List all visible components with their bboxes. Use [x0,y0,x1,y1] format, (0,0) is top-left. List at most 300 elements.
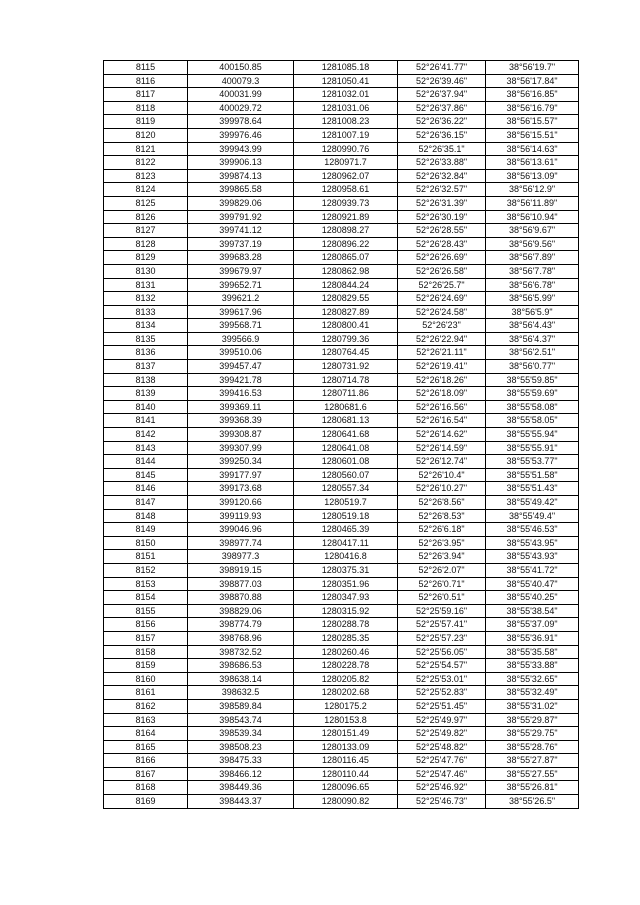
latitude-cell: 52°25'59.16" [398,604,486,618]
x-coordinate-cell: 399978.64 [188,115,294,129]
latitude-cell: 52°26'19.41" [398,360,486,374]
x-coordinate-cell: 399120.66 [188,496,294,510]
y-coordinate-cell: 1280315.92 [294,604,398,618]
longitude-cell: 38°55'32.65" [486,672,579,686]
table-row [104,577,579,591]
table-row [104,74,579,88]
point-number-cell: 8164 [104,727,188,741]
point-number-cell: 8121 [104,142,188,156]
table-row [104,142,579,156]
longitude-cell: 38°55'31.02" [486,699,579,713]
x-coordinate-cell: 398732.52 [188,645,294,659]
table-row [104,672,579,686]
table-row [104,536,579,550]
x-coordinate-cell: 398475.33 [188,754,294,768]
table-row [104,319,579,333]
longitude-cell: 38°56'4.43" [486,319,579,333]
y-coordinate-cell: 1280844.24 [294,278,398,292]
latitude-cell: 52°26'28.43" [398,237,486,251]
table-row [104,645,579,659]
x-coordinate-cell: 398539.34 [188,727,294,741]
x-coordinate-cell: 399250.34 [188,455,294,469]
latitude-cell: 52°26'8.56" [398,496,486,510]
table-row [104,618,579,632]
latitude-cell: 52°25'47.76" [398,754,486,768]
x-coordinate-cell: 399416.53 [188,387,294,401]
point-number-cell: 8150 [104,536,188,550]
latitude-cell: 52°26'28.55" [398,224,486,238]
x-coordinate-cell: 398686.53 [188,659,294,673]
latitude-cell: 52°25'53.01" [398,672,486,686]
table-row [104,128,579,142]
x-coordinate-cell: 399173.68 [188,482,294,496]
table-row [104,360,579,374]
x-coordinate-cell: 398443.37 [188,795,294,809]
y-coordinate-cell: 1280764.45 [294,346,398,360]
y-coordinate-cell: 1280971.7 [294,156,398,170]
x-coordinate-cell: 399308.87 [188,428,294,442]
longitude-cell: 38°56'15.51" [486,128,579,142]
point-number-cell: 8129 [104,251,188,265]
point-number-cell: 8143 [104,441,188,455]
y-coordinate-cell: 1280714.78 [294,373,398,387]
latitude-cell: 52°26'16.54" [398,414,486,428]
longitude-cell: 38°55'59.69" [486,387,579,401]
x-coordinate-cell: 398977.74 [188,536,294,550]
table-row [104,740,579,754]
coordinates-table [103,60,579,809]
longitude-cell: 38°55'55.94" [486,428,579,442]
latitude-cell: 52°25'56.05" [398,645,486,659]
point-number-cell: 8126 [104,210,188,224]
table-row [104,224,579,238]
table-row [104,482,579,496]
x-coordinate-cell: 399741.12 [188,224,294,238]
coordinates-table-body [104,61,579,809]
x-coordinate-cell: 399976.46 [188,128,294,142]
latitude-cell: 52°25'46.92" [398,781,486,795]
x-coordinate-cell: 399421.78 [188,373,294,387]
y-coordinate-cell: 1281032.01 [294,88,398,102]
longitude-cell: 38°56'13.09" [486,169,579,183]
y-coordinate-cell: 1280799.36 [294,332,398,346]
latitude-cell: 52°26'37.94" [398,88,486,102]
table-row [104,468,579,482]
x-coordinate-cell: 398638.14 [188,672,294,686]
x-coordinate-cell: 398589.84 [188,699,294,713]
longitude-cell: 38°56'4.37" [486,332,579,346]
longitude-cell: 38°55'49.42" [486,496,579,510]
longitude-cell: 38°55'51.58" [486,468,579,482]
point-number-cell: 8147 [104,496,188,510]
table-row [104,713,579,727]
longitude-cell: 38°55'28.76" [486,740,579,754]
point-number-cell: 8120 [104,128,188,142]
latitude-cell: 52°26'32.57" [398,183,486,197]
y-coordinate-cell: 1280898.27 [294,224,398,238]
point-number-cell: 8139 [104,387,188,401]
table-row [104,156,579,170]
latitude-cell: 52°26'16.56" [398,400,486,414]
latitude-cell: 52°26'36.22" [398,115,486,129]
table-row [104,88,579,102]
x-coordinate-cell: 399791.92 [188,210,294,224]
point-number-cell: 8117 [104,88,188,102]
latitude-cell: 52°26'22.94" [398,332,486,346]
latitude-cell: 52°26'41.77" [398,61,486,75]
latitude-cell: 52°26'10.27" [398,482,486,496]
table-row [104,414,579,428]
x-coordinate-cell: 399617.96 [188,305,294,319]
point-number-cell: 8145 [104,468,188,482]
point-number-cell: 8168 [104,781,188,795]
point-number-cell: 8124 [104,183,188,197]
y-coordinate-cell: 1280096.65 [294,781,398,795]
longitude-cell: 38°55'37.09" [486,618,579,632]
longitude-cell: 38°55'26.5" [486,795,579,809]
longitude-cell: 38°56'5.99" [486,292,579,306]
y-coordinate-cell: 1280205.82 [294,672,398,686]
x-coordinate-cell: 398977.3 [188,550,294,564]
table-row [104,292,579,306]
longitude-cell: 38°56'17.84" [486,74,579,88]
point-number-cell: 8162 [104,699,188,713]
y-coordinate-cell: 1280641.08 [294,441,398,455]
latitude-cell: 52°26'0.71" [398,577,486,591]
point-number-cell: 8154 [104,591,188,605]
y-coordinate-cell: 1280990.76 [294,142,398,156]
latitude-cell: 52°26'31.39" [398,196,486,210]
x-coordinate-cell: 398829.06 [188,604,294,618]
longitude-cell: 38°55'40.47" [486,577,579,591]
x-coordinate-cell: 398632.5 [188,686,294,700]
longitude-cell: 38°55'27.87" [486,754,579,768]
y-coordinate-cell: 1280285.35 [294,631,398,645]
longitude-cell: 38°55'58.05" [486,414,579,428]
latitude-cell: 52°26'32.84" [398,169,486,183]
point-number-cell: 8157 [104,631,188,645]
point-number-cell: 8165 [104,740,188,754]
table-row [104,169,579,183]
y-coordinate-cell: 1281085.18 [294,61,398,75]
y-coordinate-cell: 1280962.07 [294,169,398,183]
point-number-cell: 8155 [104,604,188,618]
point-number-cell: 8152 [104,563,188,577]
x-coordinate-cell: 400150.85 [188,61,294,75]
longitude-cell: 38°55'51.43" [486,482,579,496]
point-number-cell: 8169 [104,795,188,809]
y-coordinate-cell: 1280865.07 [294,251,398,265]
y-coordinate-cell: 1281007.19 [294,128,398,142]
x-coordinate-cell: 398466.12 [188,767,294,781]
table-row [104,101,579,115]
latitude-cell: 52°25'46.73" [398,795,486,809]
latitude-cell: 52°26'12.74" [398,455,486,469]
point-number-cell: 8135 [104,332,188,346]
latitude-cell: 52°25'47.46" [398,767,486,781]
latitude-cell: 52°26'6.18" [398,523,486,537]
latitude-cell: 52°26'3.95" [398,536,486,550]
longitude-cell: 38°56'7.78" [486,264,579,278]
y-coordinate-cell: 1280641.68 [294,428,398,442]
longitude-cell: 38°56'5.9" [486,305,579,319]
x-coordinate-cell: 399369.11 [188,400,294,414]
longitude-cell: 38°56'14.63" [486,142,579,156]
longitude-cell: 38°56'7.89" [486,251,579,265]
y-coordinate-cell: 1280417.11 [294,536,398,550]
x-coordinate-cell: 399943.99 [188,142,294,156]
point-number-cell: 8156 [104,618,188,632]
table-row [104,305,579,319]
table-row [104,278,579,292]
y-coordinate-cell: 1280465.39 [294,523,398,537]
longitude-cell: 38°56'11.89" [486,196,579,210]
table-row [104,509,579,523]
longitude-cell: 38°56'15.57" [486,115,579,129]
point-number-cell: 8130 [104,264,188,278]
point-number-cell: 8146 [104,482,188,496]
table-row [104,496,579,510]
longitude-cell: 38°55'29.75" [486,727,579,741]
y-coordinate-cell: 1280519.18 [294,509,398,523]
table-row [104,428,579,442]
x-coordinate-cell: 399566.9 [188,332,294,346]
table-row [104,332,579,346]
latitude-cell: 52°26'35.1" [398,142,486,156]
point-number-cell: 8158 [104,645,188,659]
y-coordinate-cell: 1280175.2 [294,699,398,713]
longitude-cell: 38°55'53.77" [486,455,579,469]
y-coordinate-cell: 1280151.49 [294,727,398,741]
longitude-cell: 38°55'55.91" [486,441,579,455]
latitude-cell: 52°25'51.45" [398,699,486,713]
y-coordinate-cell: 1280601.08 [294,455,398,469]
x-coordinate-cell: 400029.72 [188,101,294,115]
point-number-cell: 8144 [104,455,188,469]
y-coordinate-cell: 1280711.86 [294,387,398,401]
latitude-cell: 52°26'3.94" [398,550,486,564]
x-coordinate-cell: 399679.97 [188,264,294,278]
x-coordinate-cell: 399177.97 [188,468,294,482]
latitude-cell: 52°26'37.86" [398,101,486,115]
point-number-cell: 8125 [104,196,188,210]
latitude-cell: 52°25'48.82" [398,740,486,754]
longitude-cell: 38°56'13.61" [486,156,579,170]
longitude-cell: 38°55'29.87" [486,713,579,727]
x-coordinate-cell: 400079.3 [188,74,294,88]
point-number-cell: 8131 [104,278,188,292]
latitude-cell: 52°26'24.58" [398,305,486,319]
latitude-cell: 52°26'36.15" [398,128,486,142]
table-row [104,346,579,360]
point-number-cell: 8138 [104,373,188,387]
y-coordinate-cell: 1280731.92 [294,360,398,374]
table-row [104,659,579,673]
x-coordinate-cell: 399683.28 [188,251,294,265]
longitude-cell: 38°55'41.72" [486,563,579,577]
table-row [104,251,579,265]
point-number-cell: 8136 [104,346,188,360]
y-coordinate-cell: 1280800.41 [294,319,398,333]
longitude-cell: 38°56'16.79" [486,101,579,115]
x-coordinate-cell: 399307.99 [188,441,294,455]
latitude-cell: 52°26'39.46" [398,74,486,88]
latitude-cell: 52°26'26.69" [398,251,486,265]
latitude-cell: 52°25'57.41" [398,618,486,632]
table-row [104,61,579,75]
x-coordinate-cell: 399457.47 [188,360,294,374]
x-coordinate-cell: 399568.71 [188,319,294,333]
point-number-cell: 8134 [104,319,188,333]
y-coordinate-cell: 1280260.46 [294,645,398,659]
y-coordinate-cell: 1281031.06 [294,101,398,115]
latitude-cell: 52°26'23" [398,319,486,333]
table-row [104,686,579,700]
point-number-cell: 8153 [104,577,188,591]
y-coordinate-cell: 1280681.6 [294,400,398,414]
table-row [104,196,579,210]
point-number-cell: 8148 [104,509,188,523]
longitude-cell: 38°55'43.93" [486,550,579,564]
y-coordinate-cell: 1280288.78 [294,618,398,632]
x-coordinate-cell: 399119.93 [188,509,294,523]
x-coordinate-cell: 399829.06 [188,196,294,210]
point-number-cell: 8115 [104,61,188,75]
y-coordinate-cell: 1280375.31 [294,563,398,577]
longitude-cell: 38°55'40.25" [486,591,579,605]
longitude-cell: 38°55'58.08" [486,400,579,414]
y-coordinate-cell: 1280560.07 [294,468,398,482]
longitude-cell: 38°56'9.67" [486,224,579,238]
point-number-cell: 8160 [104,672,188,686]
y-coordinate-cell: 1280557.34 [294,482,398,496]
latitude-cell: 52°26'2.07" [398,563,486,577]
table-row [104,441,579,455]
x-coordinate-cell: 398543.74 [188,713,294,727]
table-row [104,591,579,605]
point-number-cell: 8132 [104,292,188,306]
latitude-cell: 52°25'52.83" [398,686,486,700]
point-number-cell: 8122 [104,156,188,170]
y-coordinate-cell: 1280153.8 [294,713,398,727]
x-coordinate-cell: 399737.19 [188,237,294,251]
point-number-cell: 8149 [104,523,188,537]
point-number-cell: 8128 [104,237,188,251]
longitude-cell: 38°56'19.7" [486,61,579,75]
y-coordinate-cell: 1280958.61 [294,183,398,197]
longitude-cell: 38°55'36.91" [486,631,579,645]
point-number-cell: 8163 [104,713,188,727]
point-number-cell: 8151 [104,550,188,564]
latitude-cell: 52°25'57.23" [398,631,486,645]
point-number-cell: 8116 [104,74,188,88]
point-number-cell: 8119 [104,115,188,129]
table-row [104,550,579,564]
longitude-cell: 38°55'38.54" [486,604,579,618]
point-number-cell: 8137 [104,360,188,374]
x-coordinate-cell: 398508.23 [188,740,294,754]
table-row [104,115,579,129]
point-number-cell: 8140 [104,400,188,414]
longitude-cell: 38°56'16.85" [486,88,579,102]
x-coordinate-cell: 398919.15 [188,563,294,577]
longitude-cell: 38°56'2.51" [486,346,579,360]
latitude-cell: 52°26'14.59" [398,441,486,455]
y-coordinate-cell: 1280829.55 [294,292,398,306]
latitude-cell: 52°26'24.69" [398,292,486,306]
x-coordinate-cell: 399652.71 [188,278,294,292]
latitude-cell: 52°26'33.88" [398,156,486,170]
table-row [104,523,579,537]
x-coordinate-cell: 400031.99 [188,88,294,102]
longitude-cell: 38°55'59.85" [486,373,579,387]
y-coordinate-cell: 1280351.96 [294,577,398,591]
table-row [104,563,579,577]
latitude-cell: 52°26'10.4" [398,468,486,482]
y-coordinate-cell: 1280827.89 [294,305,398,319]
x-coordinate-cell: 399621.2 [188,292,294,306]
table-row [104,754,579,768]
longitude-cell: 38°55'49.4" [486,509,579,523]
x-coordinate-cell: 398449.36 [188,781,294,795]
x-coordinate-cell: 399874.13 [188,169,294,183]
latitude-cell: 52°25'49.97" [398,713,486,727]
latitude-cell: 52°26'18.26" [398,373,486,387]
latitude-cell: 52°26'8.53" [398,509,486,523]
longitude-cell: 38°56'10.94" [486,210,579,224]
table-row [104,400,579,414]
latitude-cell: 52°26'26.58" [398,264,486,278]
point-number-cell: 8123 [104,169,188,183]
latitude-cell: 52°25'49.82" [398,727,486,741]
table-row [104,237,579,251]
point-number-cell: 8166 [104,754,188,768]
y-coordinate-cell: 1280416.8 [294,550,398,564]
table-row [104,699,579,713]
table-row [104,604,579,618]
y-coordinate-cell: 1280116.45 [294,754,398,768]
x-coordinate-cell: 399906.13 [188,156,294,170]
point-number-cell: 8118 [104,101,188,115]
point-number-cell: 8141 [104,414,188,428]
x-coordinate-cell: 399865.58 [188,183,294,197]
latitude-cell: 52°26'0.51" [398,591,486,605]
y-coordinate-cell: 1280202.68 [294,686,398,700]
y-coordinate-cell: 1280896.22 [294,237,398,251]
table-row [104,373,579,387]
latitude-cell: 52°25'54.57" [398,659,486,673]
y-coordinate-cell: 1280519.7 [294,496,398,510]
latitude-cell: 52°26'25.7" [398,278,486,292]
point-number-cell: 8133 [104,305,188,319]
y-coordinate-cell: 1280133.09 [294,740,398,754]
y-coordinate-cell: 1281050.41 [294,74,398,88]
y-coordinate-cell: 1280681.13 [294,414,398,428]
table-row [104,795,579,809]
longitude-cell: 38°55'32.49" [486,686,579,700]
y-coordinate-cell: 1280228.78 [294,659,398,673]
table-row [104,631,579,645]
x-coordinate-cell: 399510.06 [188,346,294,360]
table-row [104,387,579,401]
longitude-cell: 38°56'9.56" [486,237,579,251]
y-coordinate-cell: 1280090.82 [294,795,398,809]
longitude-cell: 38°55'43.95" [486,536,579,550]
point-number-cell: 8159 [104,659,188,673]
y-coordinate-cell: 1280921.89 [294,210,398,224]
longitude-cell: 38°55'35.58" [486,645,579,659]
longitude-cell: 38°55'27.55" [486,767,579,781]
